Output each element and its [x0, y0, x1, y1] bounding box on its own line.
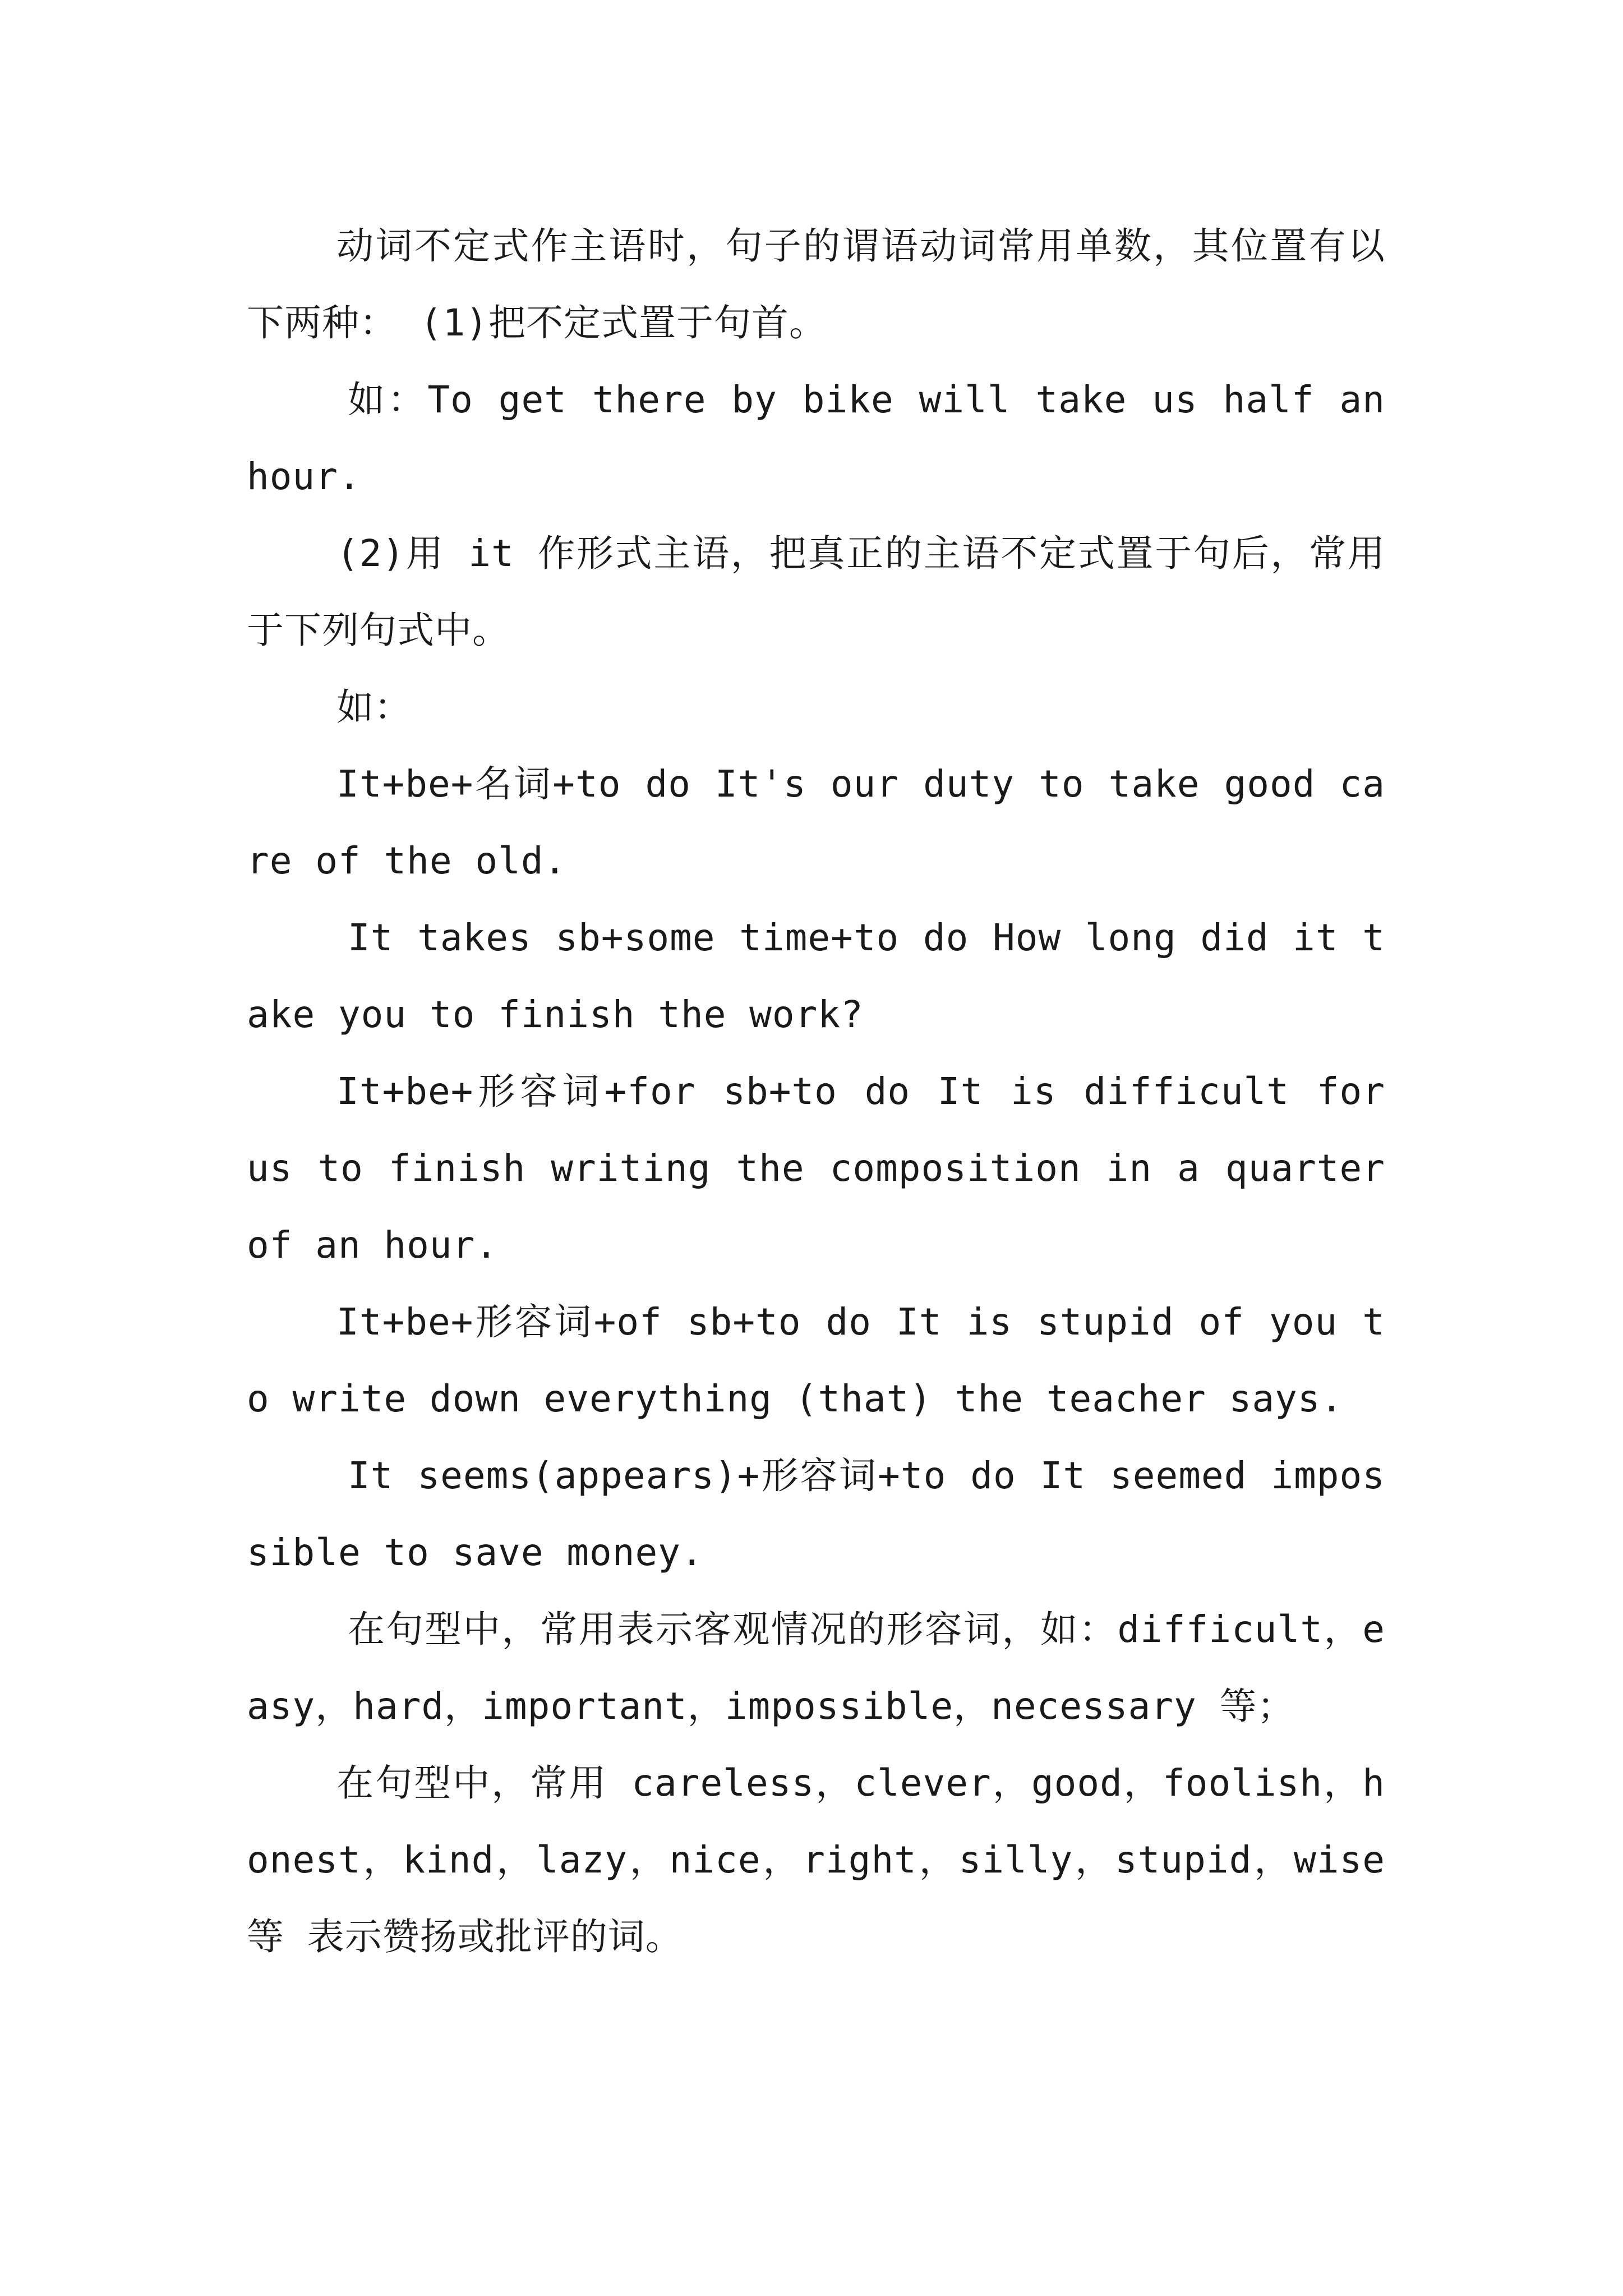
paragraph-pattern-takes: It takes sb+some time+to do How long did it take you to finish the work?	[247, 916, 1385, 1036]
paragraph-pattern-adj-of: It+be+形容词+of sb+to do It is stupid of you to write down everything (that) the teacher says.	[247, 1300, 1385, 1420]
paragraph-formal-subject: (2)用 it 作形式主语，把真正的主语不定式置于句后，常用于下列句式中。	[247, 532, 1385, 652]
paragraph-example-1: 如：To get there by bike will take us half an hour.	[247, 378, 1385, 498]
paragraph-praise-criticism-adjectives: 在句型中，常用 careless，clever，good，foolish，honest，kind，lazy，nice，right，silly，stupid，wise 等 表示赞扬或批评的词。	[247, 1761, 1385, 1958]
paragraph-infinitive-subject-intro: 动词不定式作主语时，句子的谓语动词常用单数，其位置有以下两种： (1)把不定式置于句首。	[247, 224, 1385, 344]
paragraph-pattern-adj-for: It+be+形容词+for sb+to do It is difficult for us to finish writing the composition in a quarter of an hour.	[247, 1070, 1385, 1267]
paragraph-pattern-seems: It seems(appears)+形容词+to do It seemed impossible to save money.	[247, 1454, 1385, 1574]
paragraph-objective-adjectives: 在句型中，常用表示客观情况的形容词，如：difficult，easy，hard，important，impossible，necessary 等；	[247, 1608, 1385, 1728]
document-page	[247, 208, 1385, 1975]
paragraph-pattern-noun: It+be+名词+to do It's our duty to take good care of the old.	[247, 762, 1385, 882]
paragraph-example-label: 如：	[336, 685, 412, 729]
